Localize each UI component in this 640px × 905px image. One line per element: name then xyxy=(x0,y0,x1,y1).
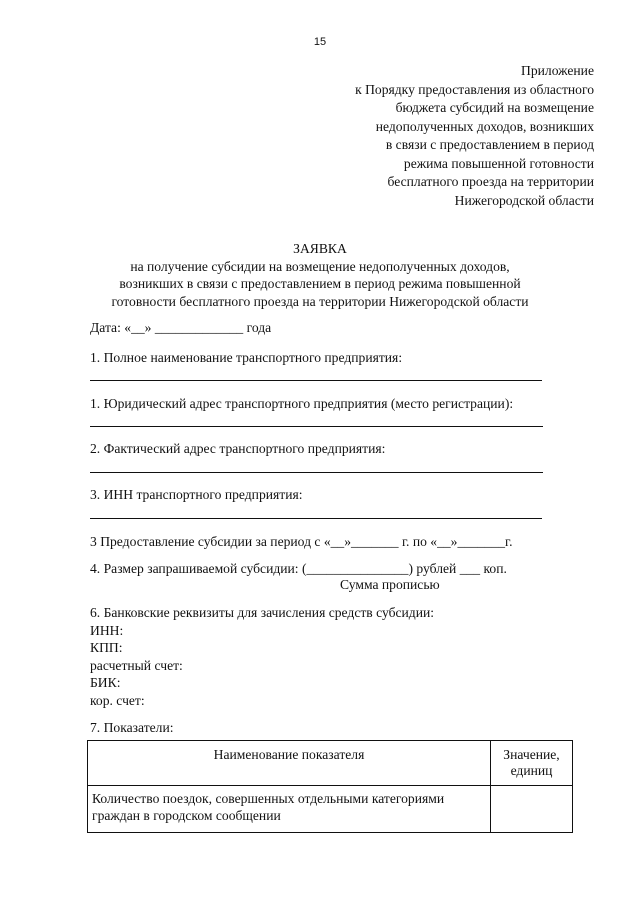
column-header-value-line1: Значение, xyxy=(503,747,560,762)
bank-item-bik: БИК: xyxy=(90,675,121,691)
indicators-table xyxy=(87,740,573,833)
column-header-indicator: Наименование показателя xyxy=(88,741,491,786)
full-name-label: 1. Полное наименование транспортного предприятия: xyxy=(90,350,403,365)
table-row xyxy=(88,786,573,833)
appendix-line: бюджета субсидий на возмещение xyxy=(395,100,594,115)
legal-address-label: 1. Юридический адрес транспортного предприятия (место регистрации): xyxy=(90,396,514,411)
bank-heading: 6. Банковские реквизиты для зачисления средств субсидии: xyxy=(90,605,435,620)
document-subtitle-line: на получение субсидии на возмещение недополученных доходов, xyxy=(130,258,510,274)
appendix-line: недополученных доходов, возникших xyxy=(375,118,594,134)
indicator-name-cell xyxy=(88,786,491,833)
appendix-line: Нижегородской области xyxy=(454,192,594,208)
bank-item-kpp: КПП: xyxy=(90,640,123,656)
column-header-value xyxy=(491,741,573,786)
date-line: Дата: «__» _____________ года xyxy=(90,320,272,335)
appendix-block xyxy=(355,62,594,210)
appendix-line: режима повышенной готовности xyxy=(403,155,594,171)
actual-address-label: 2. Фактический адрес транспортного предприятия: xyxy=(90,441,386,456)
appendix-line: бесплатного проезда на территории xyxy=(387,174,594,189)
table-header-row xyxy=(88,741,573,786)
full-name-field[interactable] xyxy=(90,380,542,381)
document-title: ЗАЯВКА xyxy=(293,241,347,256)
appendix-line: Приложение xyxy=(521,63,594,78)
inn-label: 3. ИНН транспортного предприятия: xyxy=(90,487,303,502)
appendix-line: к Порядку предоставления из областного xyxy=(355,81,594,97)
period-line: 3 Предоставление субсидии за период с «__»_______ г. по «__»_______г. xyxy=(90,534,513,549)
document-title-block xyxy=(0,240,640,310)
inn-field[interactable] xyxy=(90,518,542,519)
legal-address-field[interactable] xyxy=(90,426,543,427)
indicators-heading: 7. Показатели: xyxy=(90,720,174,735)
bank-item-account: расчетный счет: xyxy=(90,657,183,673)
indicator-name-line1: Количество поездок, совершенных отдельными категориями xyxy=(92,791,445,806)
bank-details xyxy=(90,604,434,710)
bank-item-corr-account: кор. счет: xyxy=(90,692,145,708)
page-number: 15 xyxy=(313,36,327,48)
amount-hint: Сумма прописью xyxy=(340,577,440,592)
indicator-value-cell[interactable] xyxy=(491,786,573,833)
indicator-name-line2: граждан в городском сообщении xyxy=(92,808,281,823)
appendix-line: в связи с предоставлением в период xyxy=(385,137,594,152)
document-subtitle-line: готовности бесплатного проезда на территории Нижегородской области xyxy=(111,293,529,309)
bank-item-inn: ИНН: xyxy=(90,622,124,638)
column-header-value-line2: единиц xyxy=(510,763,553,778)
amount-line: 4. Размер запрашиваемой субсидии: (_______________) рублей ___ коп. xyxy=(90,561,507,576)
document-subtitle-line: возникших в связи с предоставлением в период режима повышенной xyxy=(119,276,521,291)
actual-address-field[interactable] xyxy=(90,472,543,473)
